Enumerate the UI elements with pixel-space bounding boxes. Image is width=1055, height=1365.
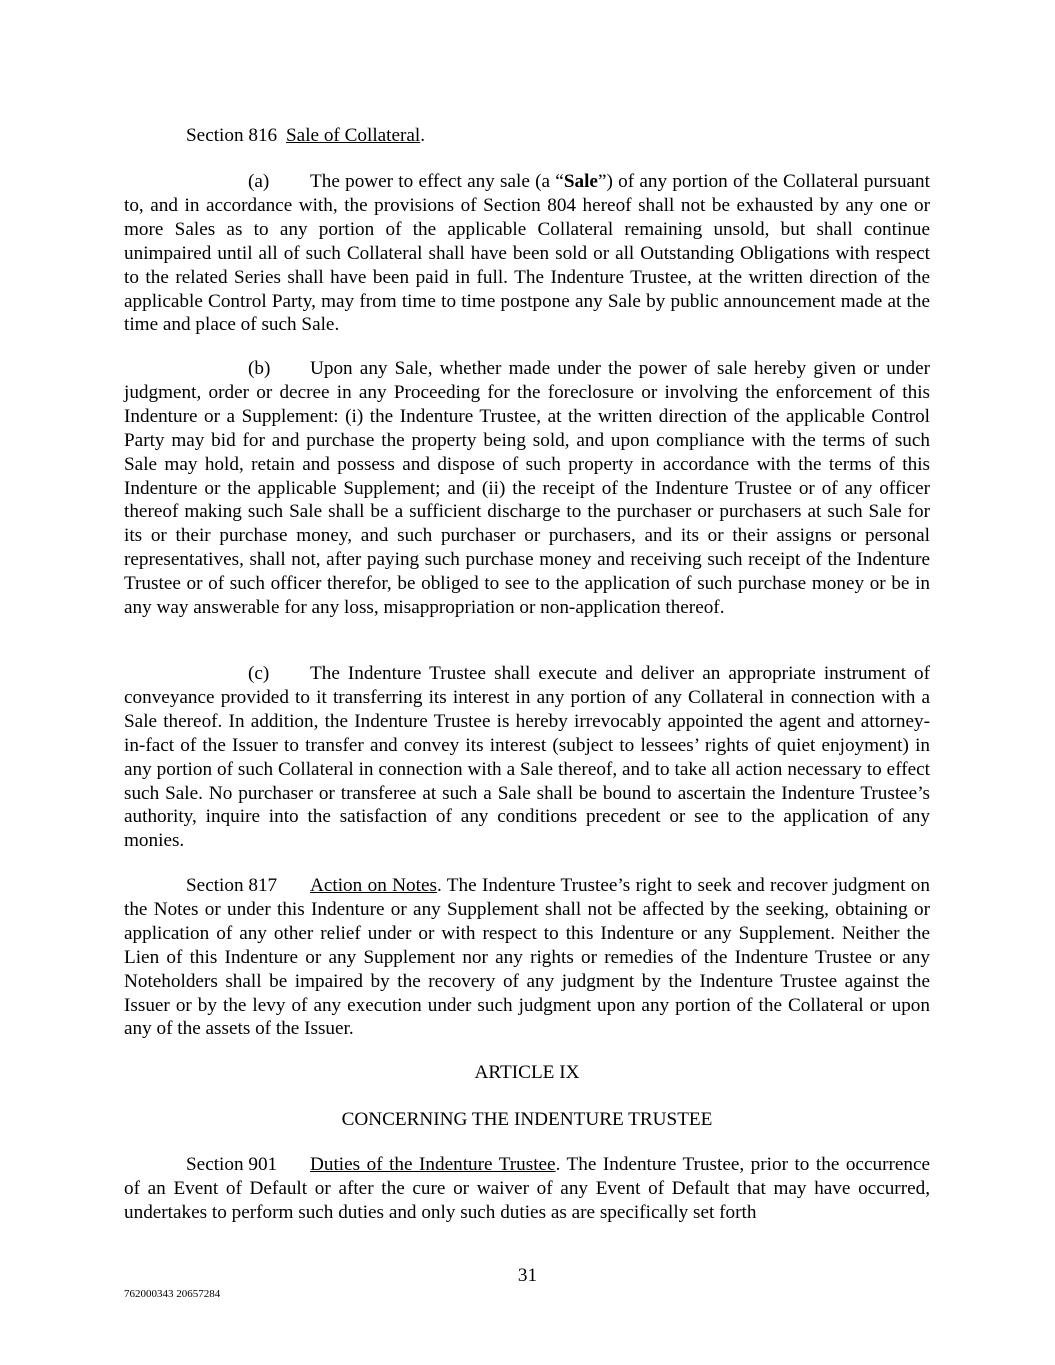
defined-term-sale: Sale [563, 171, 598, 192]
section-816-paragraph-c: (c) The Indenture Trustee shall execute and deliver an appropriate instrument of conveyance provided to it transferring its interest in any portion of any Collateral in connection with a Sale thereof. In addition, the Indenture Trustee is hereby irrevocably appointed the agent and attorney-in-fact of the Issuer to transfer and convey its interest (subject to lessees’ rights of quiet enjoyment) in any portion of such Collateral in connection with a Sale thereof, and to take all action necessary to effect such Sale. No purchaser or transferee at such a Sale shall be bound to ascertain the Indenture Trustee’s authority, inquire into the satisfaction of any conditions precedent or see to the application of any monies. [124, 663, 930, 852]
section-817-number: Section 817 [186, 875, 278, 896]
section-901-title: Duties of the Indenture Trustee [310, 1154, 556, 1175]
article-title: CONCERNING THE INDENTURE TRUSTEE [341, 1109, 713, 1130]
section-816-number: Section 816 [186, 125, 278, 146]
document-id: 762000343 20657284 [124, 1288, 221, 1300]
section-817-paragraph: Section 817 Action on Notes. The Indenture Trustee’s right to seek and recover judgment on the Notes or under this Indenture or any Supplement shall not be affected by the seeking, obtaining or application of any other relief under or with respect to this Indenture or any Supplement. Neither the Lien of this Indenture or any Supplement nor any rights or remedies of the Indenture Trustee or any Noteholders shall be impaired by the recovery of any judgment by the Indenture Trustee against the Issuer or by the levy of any execution under such judgment upon any portion of the Collateral or upon any of the assets of the Issuer. [124, 875, 930, 1040]
page-number: 31 [517, 1265, 538, 1286]
section-816-heading: Section 816 Sale of Collateral. [186, 125, 426, 146]
section-901-number: Section 901 [186, 1154, 278, 1175]
paragraph-b-label: (b) [248, 358, 271, 379]
article-number: ARTICLE IX [474, 1062, 580, 1083]
section-816-paragraph-b: (b) Upon any Sale, whether made under the power of sale hereby given or under judgment, order or decree in any Proceeding for the foreclosure or involving the enforcement of this Indenture or a Supplement: (i) the Indenture Trustee, at the written direction of the applicable Control Party may bid for and purchase the property being sold, and upon compliance with the terms of such Sale may hold, retain and possess and dispose of such property in accordance with the terms of this Indenture or the applicable Supplement; and (ii) the receipt of the Indenture Trustee or of any officer thereof making such Sale shall be a sufficient discharge to the purchaser or purchasers at such Sale for its or their purchase money, and such purchaser or purchasers, and its or their assigns or personal representatives, shall not, after paying such purchase money and receiving such receipt of the Indenture Trustee or of such officer therefor, be obliged to see to the application of such purchase money or be in any way answerable for any loss, misappropriation or non-application thereof. [124, 358, 930, 619]
paragraph-c-label: (c) [248, 663, 270, 684]
section-816-title: Sale of Collateral [286, 125, 421, 146]
section-817-title: Action on Notes [310, 875, 437, 896]
section-816-paragraph-a: (a) The power to effect any sale (a “Sale”) of any portion of the Collateral pursuant to, and in accordance with, the provisions of Section 804 hereof shall not be exhausted by any one or more Sales as to any portion of the applicable Collateral remaining unsold, but shall continue unimpaired until all of such Collateral shall have been sold or all Outstanding Obligations with respect to the related Series shall have been paid in full. The Indenture Trustee, at the written direction of the applicable Control Party, may from time to time postpone any Sale by public announcement made at the time and place of such Sale. [124, 171, 930, 336]
paragraph-a-label: (a) [248, 171, 270, 192]
section-901-paragraph: Section 901 Duties of the Indenture Trustee. The Indenture Trustee, prior to the occurrence of an Event of Default or after the cure or waiver of any Event of Default that may have occurred, undertakes to perform such duties and only such duties as are specifically set forth [124, 1154, 930, 1223]
